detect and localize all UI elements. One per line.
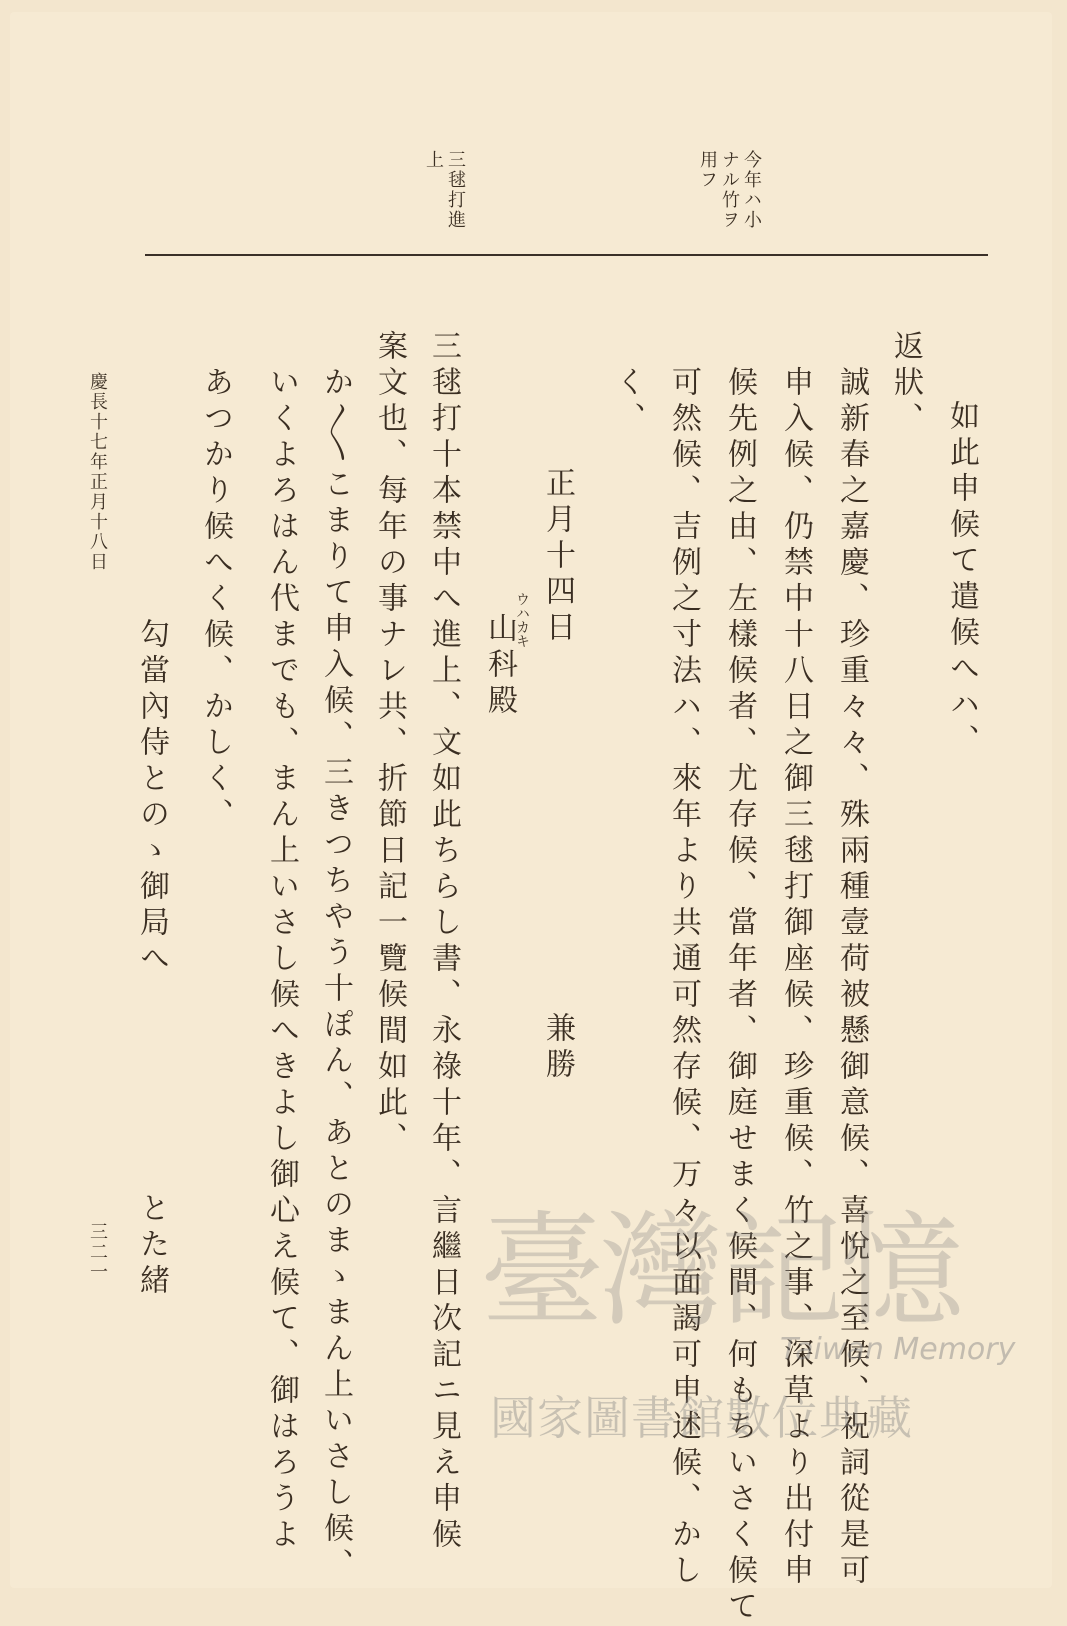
headnote-1-line2: ナル竹ヲ [719,150,740,230]
letter-line-7: く、 [610,366,645,438]
letter-line-2: 返狀、 [888,330,923,438]
headnote-1-line1: 今年ハ小 [741,150,762,230]
watermark-institution: 國家圖書館數位典藏 [490,1391,913,1445]
letter-addressee: 山科殿 [482,612,517,720]
addressee-ruby: ウハカキ [514,592,530,648]
page-number: 三二一 [87,1222,108,1282]
letter-line-5: 候先例之由、左樣候者、尤存候、當年者、御庭せまく候間、何もちいさく候て [722,366,757,1626]
headnote-1-line3: 用フ [697,150,718,190]
commentary-line-3: か〳〵こまりて申入候、三きつちやう十ぽん、あとのまゝまん上いさし候、 [318,366,353,1584]
commentary-line-5: あつかり候へく候、かしく、 [198,366,233,834]
header-rule [145,254,988,256]
watermark-english: Taiwan Memory [780,1332,1016,1367]
letter-line-4: 申入候、仍禁中十八日之御三毬打御座候、珍重候、竹之事、深草より出付申 [778,366,813,1590]
commentary-line-6-top: 勾當內侍とのゝ御局へ [134,618,169,978]
commentary-line-4: いくよろはん代までも、まん上いさし候へきよし御心え候て、御はろうよ [264,366,299,1554]
running-date: 慶長十七年正月十八日 [87,372,108,572]
book-page [10,12,1052,1626]
watermark-logo: 臺灣記憶 [480,1200,961,1344]
letter-date: 正月十四日 [540,467,575,647]
letter-line-1: 如此申候て遣候へハ、 [944,400,979,760]
commentary-line-6-bottom: とた緒 [134,1192,169,1300]
letter-sender: 兼勝 [540,1012,575,1084]
headnote-2-line2: 上 [423,150,444,170]
letter-line-3: 誠新春之嘉慶、珍重々々、殊兩種壹荷被懸御意候、喜悅之至候、祝詞從是可 [834,366,869,1590]
letter-line-6: 可然候、吉例之寸法ハ、來年より共通可然存候、万々以面謁可申述候、かし [666,366,701,1590]
headnote-2-line1: 三毬打進 [445,150,466,230]
commentary-line-1: 三毬打十本禁中へ進上、文如此ちらし書、永祿十年、言繼日次記ニ見え申候 [426,330,461,1554]
commentary-line-2: 案文也、每年の事ナレ共、折節日記一覽候間如此、 [372,330,407,1158]
